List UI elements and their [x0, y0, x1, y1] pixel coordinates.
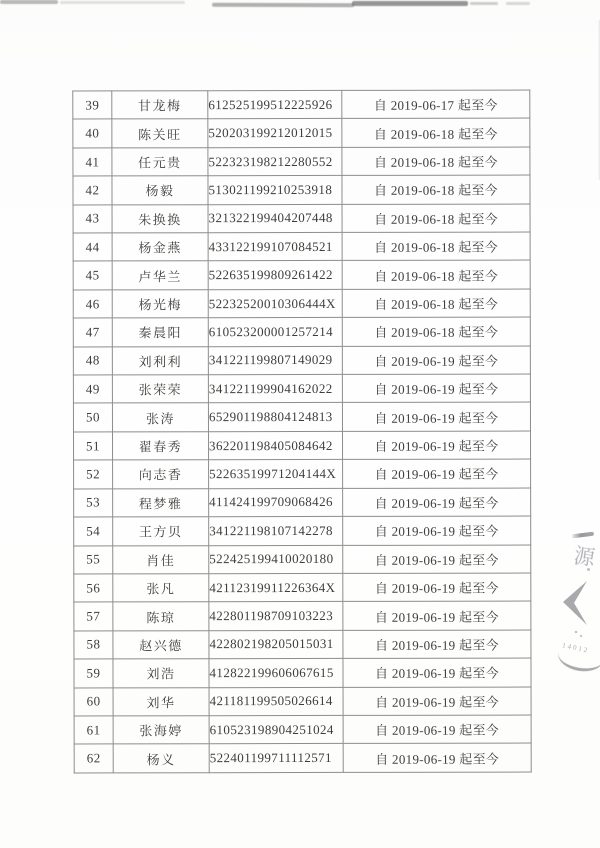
id-number: 411424199709068426 [209, 488, 343, 517]
table-row [74, 488, 531, 517]
scan-smudge [60, 1, 185, 4]
validity-period: 自 2019-06-18 起至今 [342, 118, 530, 147]
validity-period: 自 2019-06-19 起至今 [343, 488, 531, 517]
row-number: 39 [73, 91, 112, 119]
row-number: 59 [74, 659, 113, 687]
person-name: 刘华 [113, 687, 209, 716]
table-row [73, 260, 530, 289]
validity-period: 自 2019-06-19 起至今 [343, 715, 531, 744]
id-number: 513021199210253918 [208, 176, 342, 205]
id-number: 412822199606067615 [209, 659, 343, 688]
scan-smudge [212, 3, 354, 7]
table-row [74, 431, 531, 460]
validity-period: 自 2019-06-19 起至今 [343, 573, 531, 602]
id-number: 652901198804124813 [208, 403, 342, 432]
seal-digits: 14012 [561, 641, 591, 655]
row-number: 56 [74, 574, 113, 602]
table-row [73, 175, 530, 204]
person-name: 程梦雅 [113, 488, 209, 517]
scan-smudge [506, 2, 530, 5]
id-number: 522323198212280552 [208, 147, 342, 176]
table-row [73, 346, 530, 375]
validity-period: 自 2019-06-19 起至今 [343, 743, 531, 772]
row-number: 47 [73, 318, 112, 346]
id-number: 610523200001257214 [208, 318, 342, 347]
row-number: 54 [74, 517, 113, 545]
person-name: 杨毅 [112, 176, 208, 205]
person-name: 任元贵 [112, 148, 208, 177]
row-number: 61 [74, 716, 113, 744]
seal-stamp-fragment [556, 524, 600, 674]
row-number: 58 [74, 631, 113, 659]
person-name: 刘利利 [112, 346, 208, 375]
id-number: 321322199404207448 [208, 204, 342, 233]
row-number: 45 [73, 261, 112, 289]
validity-period: 自 2019-06-19 起至今 [343, 516, 531, 545]
id-number: 610523198904251024 [209, 715, 343, 744]
id-number: 522401199711112571 [209, 744, 343, 773]
validity-period: 自 2019-06-19 起至今 [342, 402, 530, 431]
validity-period: 自 2019-06-19 起至今 [343, 687, 531, 716]
id-number: 341221199807149029 [208, 346, 342, 375]
seal-arc [556, 639, 600, 675]
scan-smudge [0, 0, 58, 4]
validity-period: 自 2019-06-19 起至今 [343, 545, 531, 574]
table-row [73, 289, 530, 318]
validity-period: 自 2019-06-19 起至今 [343, 658, 531, 687]
id-number: 422801198709103223 [209, 602, 343, 631]
person-name: 杨金燕 [112, 233, 208, 262]
id-number: 421181199505026614 [209, 687, 343, 716]
validity-period: 自 2019-06-19 起至今 [342, 346, 530, 375]
row-number: 53 [74, 489, 113, 517]
id-number: 341221199904162022 [208, 374, 342, 403]
validity-period: 自 2019-06-19 起至今 [342, 374, 530, 403]
table-row [73, 147, 530, 176]
seal-character: 源 [572, 543, 597, 571]
row-number: 62 [74, 744, 113, 773]
validity-period: 自 2019-06-18 起至今 [342, 204, 530, 233]
row-number: 50 [73, 403, 112, 431]
id-number: 433122199107084521 [208, 232, 342, 261]
row-number: 57 [74, 602, 113, 630]
person-name: 张荣荣 [112, 375, 208, 404]
person-name: 卢华兰 [112, 261, 208, 290]
person-name: 王方贝 [113, 517, 209, 546]
person-name: 肖佳 [113, 545, 209, 574]
person-name: 陈琼 [113, 602, 209, 631]
table-row [74, 573, 531, 602]
row-number: 43 [73, 205, 112, 233]
seal-star-point-icon [562, 581, 588, 625]
table-row [74, 545, 531, 574]
validity-period: 自 2019-06-19 起至今 [343, 630, 531, 659]
table-row [73, 374, 530, 403]
table-row [74, 601, 531, 630]
seal-dot [587, 568, 590, 571]
id-number: 520203199212012015 [208, 119, 342, 148]
id-number: 522635199809261422 [208, 261, 342, 290]
person-name: 陈关旺 [112, 119, 208, 148]
table-row [73, 118, 530, 147]
row-number: 55 [74, 545, 113, 573]
person-name: 翟春秀 [113, 432, 209, 461]
table-row [74, 743, 531, 773]
roster-table [72, 90, 531, 774]
person-name: 刘浩 [113, 659, 209, 688]
id-number: 341221198107142278 [209, 517, 343, 546]
seal-specks [574, 630, 584, 638]
person-name: 朱换换 [112, 204, 208, 233]
person-name: 张海婷 [113, 716, 209, 745]
id-number: 42112319911226364X [209, 573, 343, 602]
validity-period: 自 2019-06-19 起至今 [343, 459, 531, 488]
row-number: 44 [73, 233, 112, 261]
row-number: 51 [74, 432, 113, 460]
validity-period: 自 2019-06-18 起至今 [342, 147, 530, 176]
table-row [73, 232, 530, 261]
validity-period: 自 2019-06-19 起至今 [342, 431, 530, 460]
validity-period: 自 2019-06-18 起至今 [342, 175, 530, 204]
row-number: 52 [74, 460, 113, 488]
row-number: 42 [73, 176, 112, 204]
roster-table-container [72, 90, 530, 774]
person-name: 张凡 [113, 574, 209, 603]
table-row [73, 90, 530, 119]
row-number: 49 [73, 375, 112, 403]
person-name: 赵兴德 [113, 630, 209, 659]
id-number: 612525199512225926 [208, 90, 342, 119]
person-name: 杨光梅 [112, 290, 208, 319]
row-number: 60 [74, 687, 113, 715]
scan-smudge [470, 2, 498, 5]
table-row [74, 658, 531, 687]
validity-period: 自 2019-06-18 起至今 [342, 232, 530, 261]
row-number: 46 [73, 290, 112, 318]
row-number: 41 [73, 148, 112, 176]
id-number: 522425199410020180 [209, 545, 343, 574]
table-row [74, 459, 531, 488]
table-row [73, 402, 530, 431]
scan-smudge [352, 1, 468, 6]
validity-period: 自 2019-06-19 起至今 [343, 601, 531, 630]
id-number: 52263519971204144X [209, 460, 343, 489]
row-number: 48 [73, 347, 112, 375]
person-name: 杨义 [113, 744, 209, 773]
row-number: 40 [73, 119, 112, 147]
table-row [74, 715, 531, 744]
id-number: 52232520010306444X [208, 289, 342, 318]
table-row [74, 687, 531, 716]
person-name: 向志香 [113, 460, 209, 489]
person-name: 张涛 [112, 403, 208, 432]
person-name: 甘龙梅 [112, 91, 208, 120]
table-row [73, 204, 530, 233]
validity-period: 自 2019-06-18 起至今 [342, 260, 530, 289]
table-row [74, 516, 531, 545]
id-number: 422802198205015031 [209, 630, 343, 659]
seal-stroke-mark [572, 532, 594, 539]
validity-period: 自 2019-06-18 起至今 [342, 317, 530, 346]
table-row [74, 630, 531, 659]
roster-table-body [73, 90, 531, 773]
validity-period: 自 2019-06-17 起至今 [342, 90, 530, 119]
id-number: 362201198405084642 [208, 431, 342, 460]
validity-period: 自 2019-06-18 起至今 [342, 289, 530, 318]
table-row [73, 317, 530, 346]
person-name: 秦晨阳 [112, 318, 208, 347]
